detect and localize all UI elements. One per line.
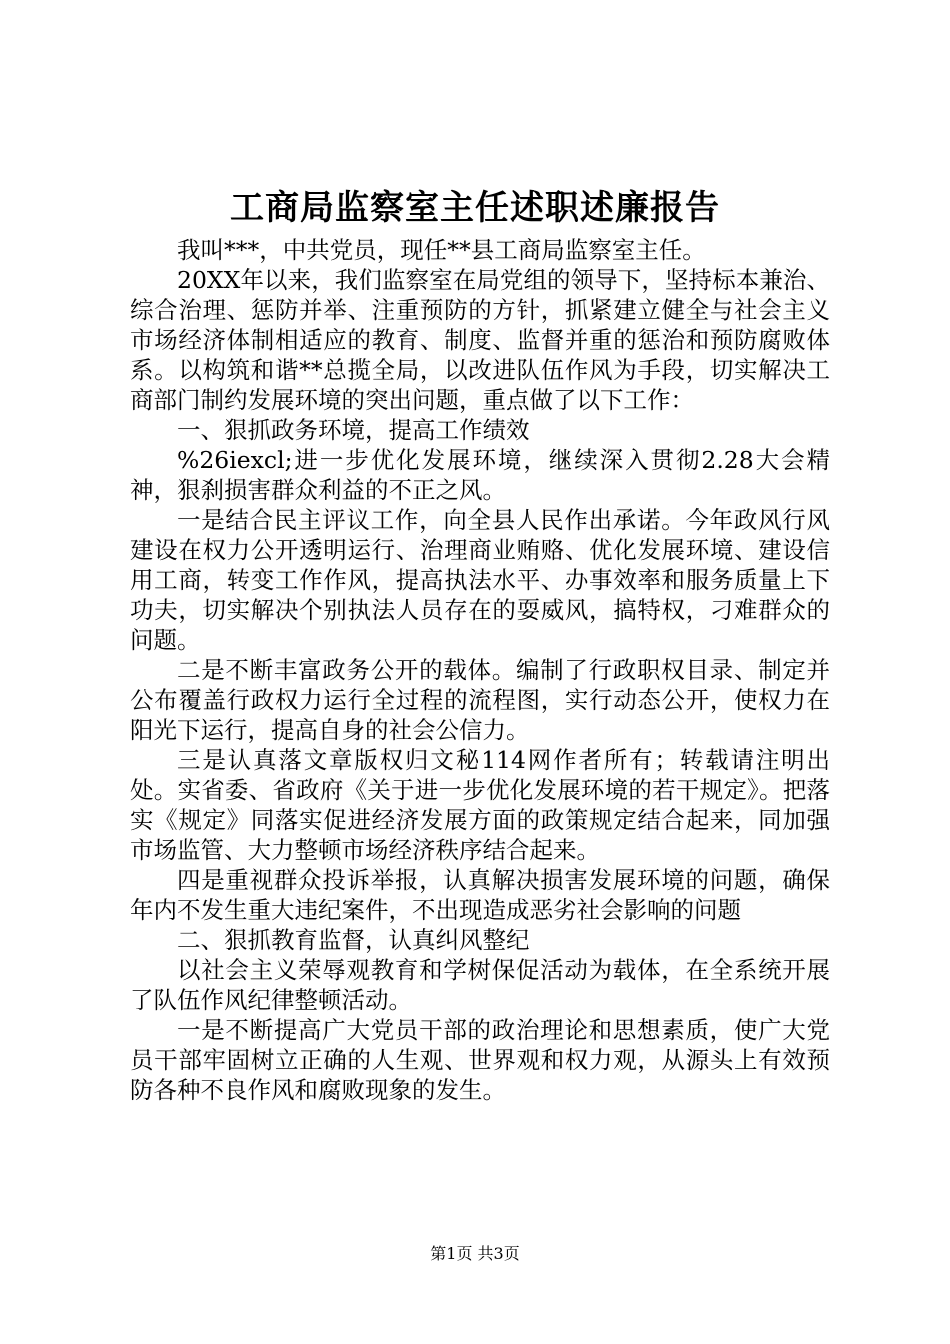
paragraph: 一是不断提高广大党员干部的政治理论和思想素质，使广大党员干部牢固树立正确的人生观、世界观和权力观，从源头上有效预防各种不良作风和腐败现象的发生。 <box>130 1016 830 1104</box>
page-footer: 第1页 共3页 <box>430 1244 520 1263</box>
section-heading: 二、狠抓教育监督，认真纠风整纪 <box>177 926 530 954</box>
document-title: 工商局监察室主任述职述廉报告 <box>230 188 720 228</box>
paragraph: 以社会主义荣辱观教育和学树保促活动为载体，在全系统开展了队伍作风纪律整顿活动。 <box>130 956 830 1014</box>
paragraph: %26iexcl;进一步优化发展环境，继续深入贯彻2.28大会精神，狠刹损害群众利益的不正之风。 <box>130 446 830 504</box>
document-body <box>130 235 830 1105</box>
paragraph: 二是不断丰富政务公开的载体。编制了行政职权目录、制定并公布覆盖行政权力运行全过程的流程图，实行动态公开，使权力在阳光下运行，提高自身的社会公信力。 <box>130 656 830 744</box>
section-heading: 一、狠抓政务环境，提高工作绩效 <box>177 416 530 444</box>
paragraph: 我叫***，中共党员，现任**县工商局监察室主任。 <box>177 236 706 264</box>
paragraph: 三是认真落文章版权归文秘114网作者所有；转载请注明出处。实省委、省政府《关于进一步优化发展环境的若干规定》。把落实《规定》同落实促进经济发展方面的政策规定结合起来，同加强市场监管、大力整顿市场经济秩序结合起来。 <box>130 746 830 864</box>
paragraph: 20XX年以来，我们监察室在局党组的领导下，坚持标本兼治、综合治理、惩防并举、注重预防的方针，抓紧建立健全与社会主义市场经济体制相适应的教育、制度、监督并重的惩治和预防腐败体系。以构筑和谐**总揽全局，以改进队伍作风为手段，切实解决工商部门制约发展环境的突出问题，重点做了以下工作： <box>130 266 830 414</box>
paragraph: 四是重视群众投诉举报，认真解决损害发展环境的问题，确保年内不发生重大违纪案件，不出现造成恶劣社会影响的问题 <box>130 866 830 924</box>
paragraph: 一是结合民主评议工作，向全县人民作出承诺。今年政风行风建设在权力公开透明运行、治理商业贿赂、优化发展环境、建设信用工商，转变工作作风，提高执法水平、办事效率和服务质量上下功夫，切实解决个别执法人员存在的耍威风，搞特权，刁难群众的问题。 <box>130 506 830 654</box>
